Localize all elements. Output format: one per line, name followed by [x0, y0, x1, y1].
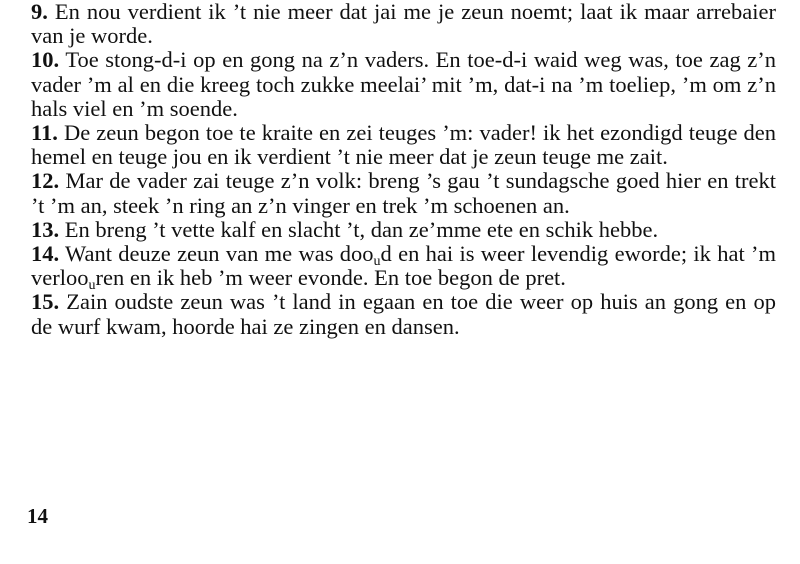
verse-9: [31, 0, 776, 48]
verse-text-part: d en hai is weer levendig eworde; ik hat ’m verloo: [31, 241, 777, 291]
verse-text-part: Want deuze zeun van me was doo: [65, 241, 374, 267]
subscript-u: u: [373, 254, 381, 270]
verse-text-part: ren en ik heb ’m weer evonde. En toe begon de pret.: [95, 265, 566, 291]
verse-13: [31, 218, 776, 242]
verse-number: 9.: [31, 0, 48, 24]
verse-text: De zeun begon toe te kraite en zei teuges ’m: vader! ik het ezondigd teuge den hemel en teuge jou en ik verdient ’t nie meer dat je zeun teuge me zait.: [31, 120, 776, 170]
verse-text: En breng ’t vette kalf en slacht ’t, dan ze’mme ete en schik hebbe.: [64, 216, 659, 242]
text-block: [31, 0, 776, 339]
verse-text: Zain oudste zeun was ’t land in egaan en toe die weer op huis an gong en op de wurf kwam, hoorde hai ze zingen en dansen.: [31, 289, 777, 339]
verse-number: 14.: [31, 241, 60, 267]
verse-text: Toe stong-d-i op en gong na z’n vaders. En toe-d-i waid weg was, toe zag z’n vader ’m al en die kreeg toch zukke meelai’ mit ’m, dat-i na ’m toeliep, ’m om z’n hals viel en ’m soende.: [31, 47, 777, 121]
verse-text: En nou verdient ik ’t nie meer dat jai me je zeun noemt; laat ik maar arrebaier van je worde.: [31, 0, 777, 49]
verse-12: [31, 169, 776, 217]
verse-number: 11.: [31, 120, 58, 146]
verse-number: 15.: [31, 289, 60, 315]
verse-number: 10.: [31, 47, 60, 73]
verse-14: [31, 241, 777, 294]
verse-11: [31, 121, 776, 169]
verse-number: 13.: [31, 216, 60, 242]
subscript-u: u: [88, 278, 96, 294]
page-number: 14: [27, 504, 48, 528]
verse-15: [31, 290, 776, 338]
verse-number: 12.: [31, 168, 60, 194]
verse-10: [31, 48, 776, 121]
verse-text: Mar de vader zai teuge z’n volk: breng ’s gau ’t sundagsche goed hier en trekt ’t ’m an, steek ’n ring an z’n vinger en trek ’m schoenen an.: [31, 168, 777, 218]
